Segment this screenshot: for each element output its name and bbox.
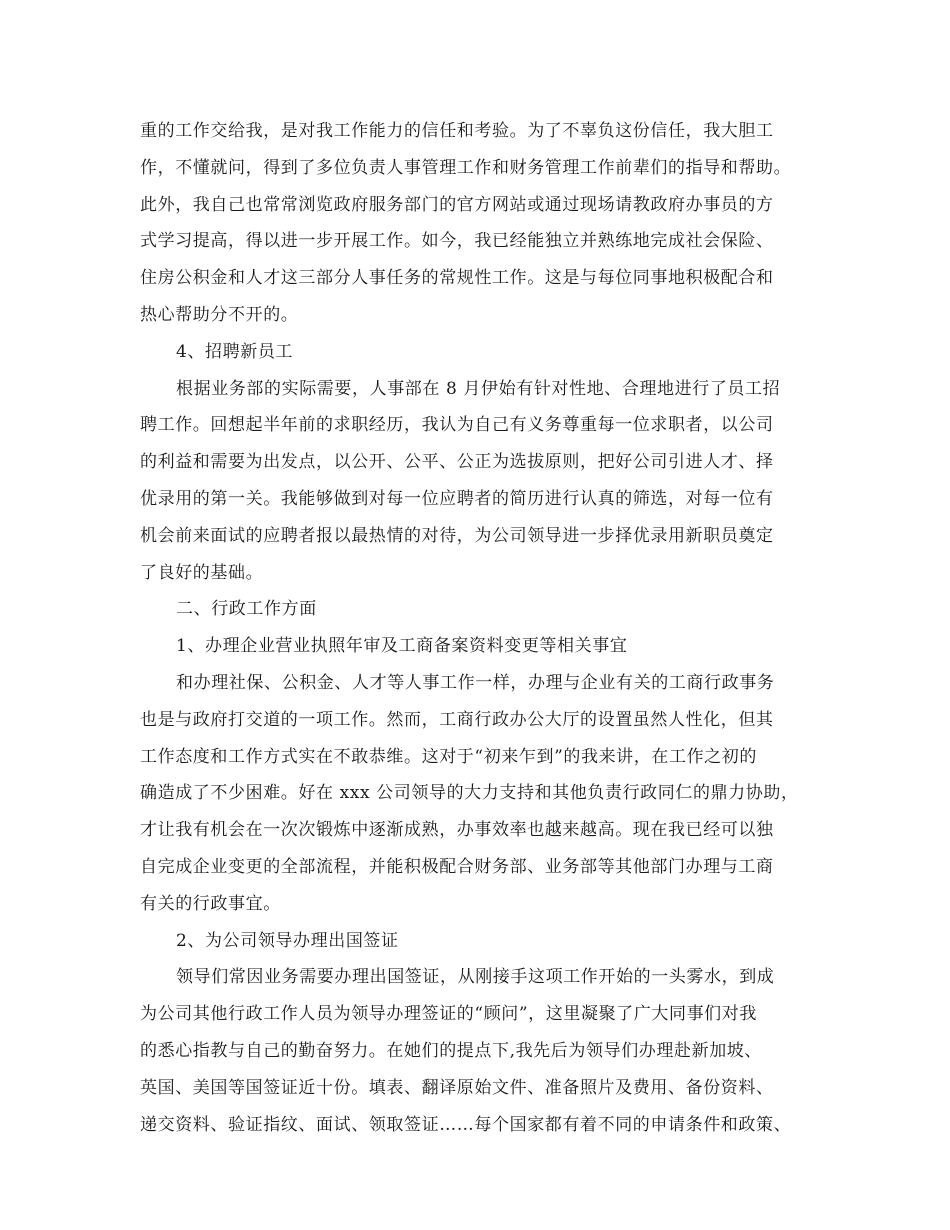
text-line: 的利益和需要为出发点，以公开、公平、公正为选拔原则，把好公司引进人才、择 <box>140 452 774 473</box>
text-line: 工作态度和工作方式实在不敢恭维。这对于“初来乍到”的我来讲，在工作之初的 <box>140 746 757 767</box>
text-line: 此外，我自己也常常浏览政府服务部门的官方网站或通过现场请教政府办事员的方 <box>140 194 774 215</box>
text-line: 才让我有机会在一次次锻炼中逐渐成熟，办事效率也越来越高。现在我已经可以独 <box>140 820 774 841</box>
text-line: 的悉心指教与自己的勤奋努力。在她们的提点下,我先后为领导们办理赴新加坡、 <box>140 1040 763 1061</box>
text-line: 递交资料、验证指纹、面试、领取签证……每个国家都有着不同的申请条件和政策、 <box>140 1114 792 1135</box>
text-line: 住房公积金和人才这三部分人事任务的常规性工作。这是与每位同事地积极配合和 <box>140 268 774 289</box>
text-line: 热心帮助分不开的。 <box>140 304 299 325</box>
text-line: 作，不懂就问，得到了多位负责人事管理工作和财务管理工作前辈们的指导和帮助。 <box>140 157 792 178</box>
text-line: 式学习提高，得以进一步开展工作。如今，我已经能独立并熟练地完成社会保险、 <box>140 231 774 252</box>
text-line: 自完成企业变更的全部流程，并能积极配合财务部、业务部等其他部门办理与工商 <box>140 856 774 877</box>
text-line: 也是与政府打交道的一项工作。然而，工商行政办公大厅的设置虽然人性化，但其 <box>140 709 774 730</box>
document-page <box>140 113 830 1143</box>
text-line: 1、办理企业营业执照年审及工商备案资料变更等相关事宜 <box>176 636 628 657</box>
text-line: 2、为公司领导办理出国签证 <box>176 930 399 951</box>
text-line: 确造成了不少困难。好在 xxx 公司领导的大力支持和其他负责行政同仁的鼎力协助， <box>140 783 799 804</box>
text-line: 英国、美国等国签证近十份。填表、翻译原始文件、准备照片及费用、备份资料、 <box>140 1077 774 1098</box>
text-line: 领导们常因业务需要办理出国签证，从刚接手这项工作开始的一头雾水，到成 <box>176 967 775 988</box>
text-line: 和办理社保、公积金、人才等人事工作一样，办理与企业有关的工商行政事务 <box>176 672 775 693</box>
text-line: 重的工作交给我，是对我工作能力的信任和考验。为了不辜负这份信任，我大胆工 <box>140 121 774 141</box>
text-line: 优录用的第一关。我能够做到对每一位应聘者的简历进行认真的筛选，对每一位有 <box>140 488 774 509</box>
text-line: 根据业务部的实际需要，人事部在 8 月伊始有针对性地、合理地进行了员工招 <box>176 378 781 399</box>
text-line: 机会前来面试的应聘者报以最热情的对待，为公司领导进一步择优录用新职员奠定 <box>140 525 774 546</box>
text-line: 4、招聘新员工 <box>176 341 294 362</box>
text-line: 二、行政工作方面 <box>176 599 317 620</box>
text-line: 为公司其他行政工作人员为领导办理签证的“顾问”，这里凝聚了广大同事们对我 <box>140 1004 757 1025</box>
text-line: 聘工作。回想起半年前的求职经历，我认为自己有义务尊重每一位求职者，以公司 <box>140 415 774 436</box>
text-line: 有关的行政事宜。 <box>140 893 281 914</box>
text-line: 了良好的基础。 <box>140 562 264 583</box>
